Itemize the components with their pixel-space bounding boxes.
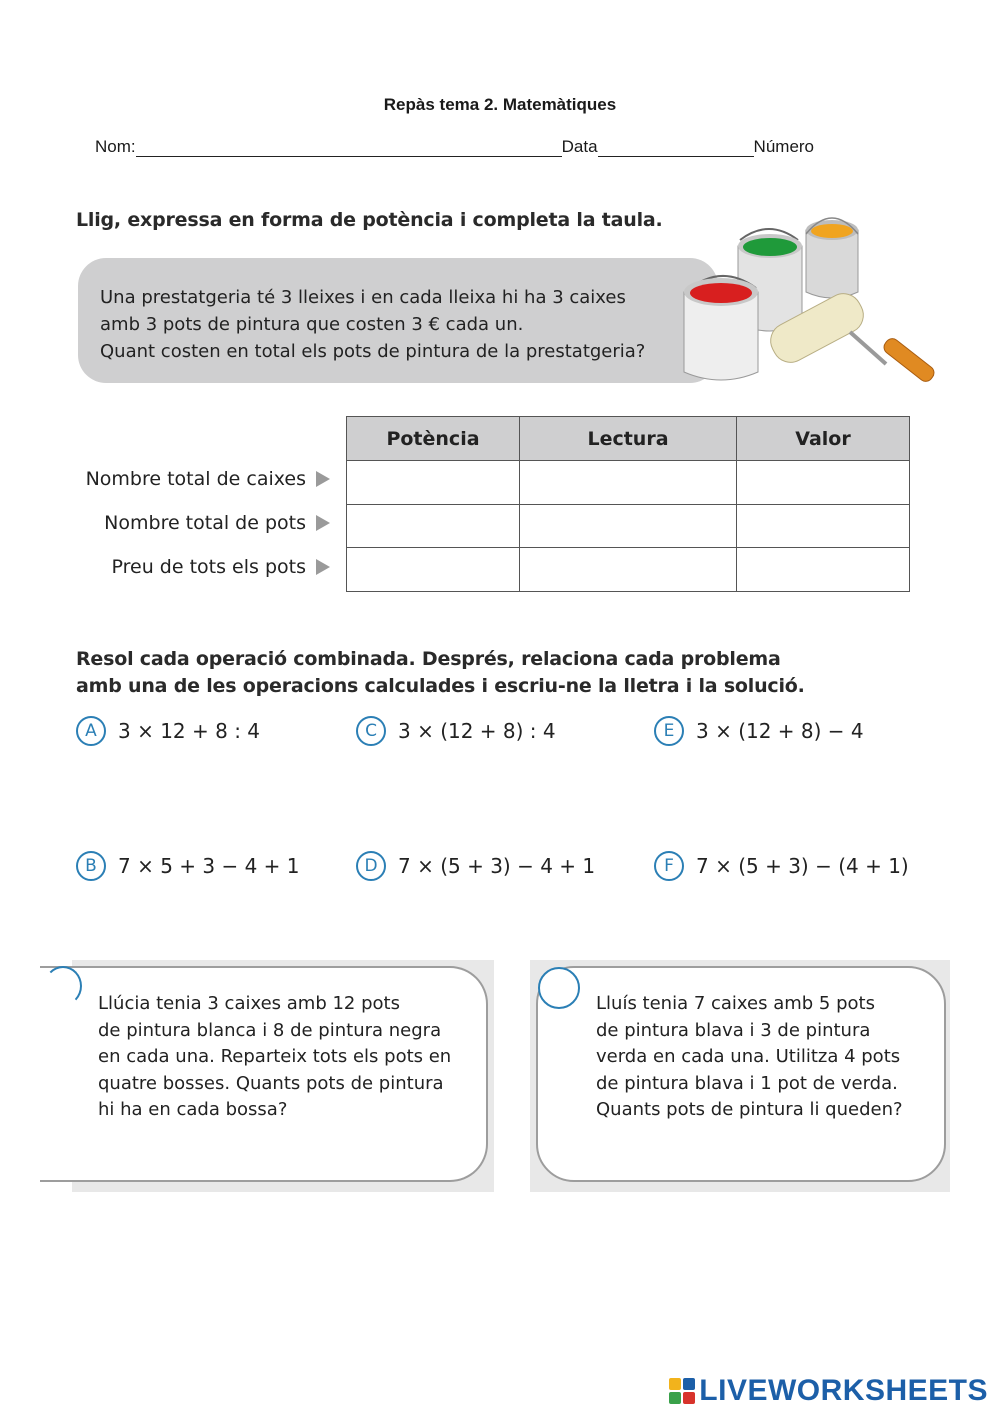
answer-cell[interactable]	[520, 548, 737, 592]
letter-badge: D	[356, 851, 386, 881]
name-label: Nom:	[95, 137, 136, 156]
row-label-caixes: Nombre total de caixes	[86, 468, 330, 490]
operation-a: A 3 × 12 + 8 : 4	[76, 716, 260, 746]
red-paint-can	[684, 276, 758, 380]
logo-text: LIVEWORKSHEETS	[699, 1374, 988, 1407]
answer-cell[interactable]	[737, 504, 910, 548]
logo-grid-icon	[669, 1378, 695, 1404]
header-valor: Valor	[737, 417, 910, 461]
answer-cell[interactable]	[520, 461, 737, 505]
letter-badge: F	[654, 851, 684, 881]
problem-line: Una prestatgeria té 3 lleixes i en cada lleixa hi ha 3 caixes	[100, 287, 626, 308]
orange-paint-can	[806, 218, 858, 298]
problem-line: amb 3 pots de pintura que costen 3 € cada un.	[100, 314, 524, 335]
operation-f: F 7 × (5 + 3) − (4 + 1)	[654, 851, 909, 881]
row-label-preu: Preu de tots els pots	[112, 556, 330, 578]
answer-circle-llucia[interactable]	[44, 966, 82, 1006]
date-field[interactable]	[598, 139, 754, 157]
answer-cell[interactable]	[347, 461, 520, 505]
operation-d: D 7 × (5 + 3) − 4 + 1	[356, 851, 595, 881]
problem-box	[78, 258, 718, 383]
answer-circle-lluis[interactable]	[538, 967, 580, 1009]
section1-instruction: Llig, expressa en forma de potència i completa la taula.	[76, 209, 663, 231]
story-text-llucia: Llúcia tenia 3 caixes amb 12 pots de pintura blanca i 8 de pintura negra en cada una. Reparteix tots els pots en quatre bosses. Quants pots de pintura hi ha en cada bossa?	[98, 993, 452, 1120]
section2-instruction: Resol cada operació combinada. Després, relaciona cada problema amb una de les operacions calculades i escriu-ne la lletra i la solució.	[76, 648, 805, 697]
number-label: Número	[753, 137, 815, 156]
operation-e: E 3 × (12 + 8) − 4	[654, 716, 864, 746]
date-label: Data	[561, 137, 598, 156]
paint-cans-illustration	[680, 212, 942, 412]
operation-c: C 3 × (12 + 8) : 4	[356, 716, 556, 746]
row-label-pots: Nombre total de pots	[104, 512, 330, 534]
letter-badge: A	[76, 716, 106, 746]
answer-cell[interactable]	[737, 461, 910, 505]
answer-cell[interactable]	[347, 548, 520, 592]
page-title: Repàs tema 2. Matemàtiques	[383, 95, 617, 114]
problem-line: Quant costen en total els pots de pintura de la prestatgeria?	[100, 341, 646, 362]
answer-cell[interactable]	[520, 504, 737, 548]
letter-badge: E	[654, 716, 684, 746]
answer-cell[interactable]	[737, 548, 910, 592]
answer-cell[interactable]	[347, 504, 520, 548]
operation-b: B 7 × 5 + 3 − 4 + 1	[76, 851, 300, 881]
letter-badge: B	[76, 851, 106, 881]
arrow-right-icon	[316, 559, 330, 575]
arrow-right-icon	[316, 515, 330, 531]
name-field[interactable]	[136, 139, 562, 157]
liveworksheets-logo	[669, 1374, 988, 1408]
letter-badge: C	[356, 716, 386, 746]
story-text-lluis: Lluís tenia 7 caixes amb 5 pots de pintura blava i 3 de pintura verda en cada una. Utilitza 4 pots de pintura blava i 1 pot de verda. Quants pots de pintura li queden?	[596, 993, 903, 1120]
arrow-right-icon	[316, 471, 330, 487]
header-potencia: Potència	[347, 417, 520, 461]
student-info-line	[95, 137, 814, 157]
power-table	[346, 416, 910, 592]
header-lectura: Lectura	[520, 417, 737, 461]
